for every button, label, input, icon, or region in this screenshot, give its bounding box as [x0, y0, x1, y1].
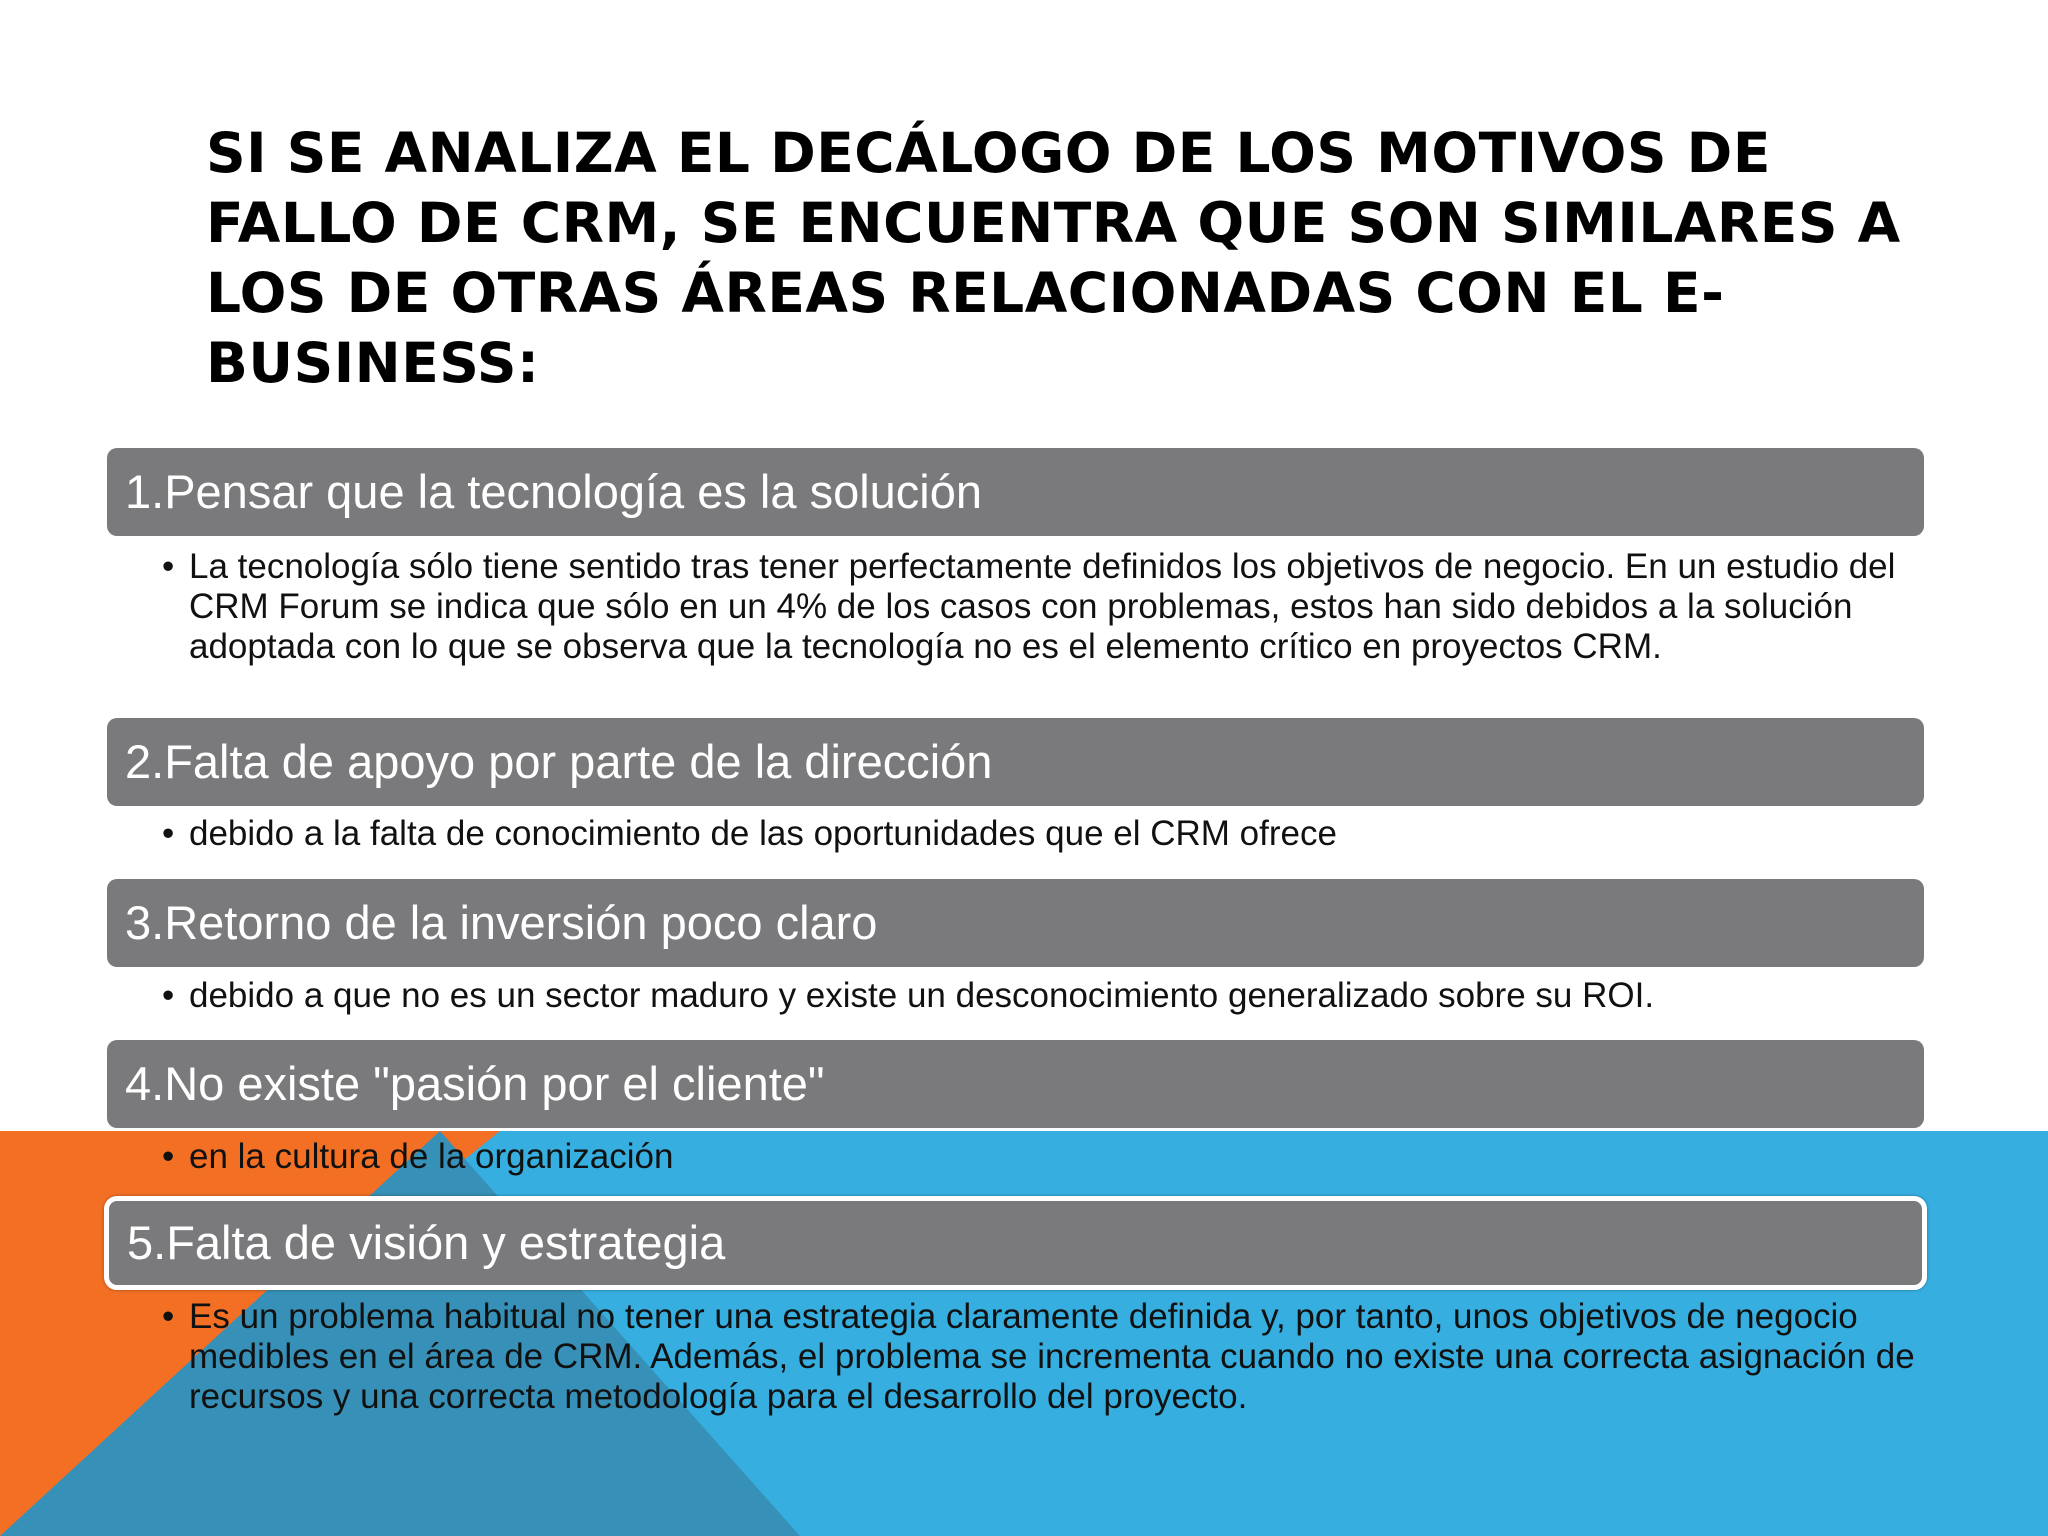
item-1-text-content: La tecnología sólo tiene sentido tras tener perfectamente definidos los objetivos de negocio. En un estudio del CRM Forum se indica que sólo en un 4% de los casos con problemas, estos han sido debidos a la solución adoptada con lo que se observa que la tecnología no es el elemento crítico en proyectos CRM. [189, 547, 1896, 666]
bullet-icon: • [162, 1137, 175, 1176]
item-5-text [162, 1297, 1929, 1417]
item-5-text-content: Es un problema habitual no tener una estrategia claramente definida y, por tanto, unos objetivos de negocio medibles en el área de CRM. Además, el problema se incrementa cuando no existe una correcta asignación de recursos y una correcta metodología para el desarrollo del proyecto. [189, 1297, 1915, 1416]
bullet-icon: • [162, 814, 175, 853]
item-3-text [162, 976, 1929, 1016]
item-2-heading: 2.Falta de apoyo por parte de la dirección [107, 718, 1924, 806]
item-1-text [162, 547, 1929, 667]
item-3-text-content: debido a que no es un sector maduro y existe un desconocimiento generalizado sobre su ROI. [189, 976, 1655, 1015]
bullet-icon: • [162, 1297, 175, 1336]
item-4-heading: 4.No existe "pasión por el cliente" [107, 1040, 1924, 1128]
item-3-heading: 3.Retorno de la inversión poco claro [107, 879, 1924, 967]
item-2-text [162, 814, 1929, 854]
item-1-heading: 1.Pensar que la tecnología es la solución [107, 448, 1924, 536]
item-5-heading: 5.Falta de visión y estrategia [104, 1196, 1927, 1290]
item-4-text [162, 1137, 1929, 1177]
bullet-icon: • [162, 547, 175, 586]
item-4-text-content: en la cultura de la organización [189, 1137, 674, 1176]
bullet-icon: • [162, 976, 175, 1015]
slide-title: SI SE ANALIZA EL DECÁLOGO DE LOS MOTIVOS DE FALLO DE CRM, SE ENCUENTRA QUE SON SIMILARES A LOS DE OTRAS ÁREAS RELACIONADAS CON EL E-BUSINESS: [206, 121, 1901, 395]
item-2-text-content: debido a la falta de conocimiento de las oportunidades que el CRM ofrece [189, 814, 1337, 853]
